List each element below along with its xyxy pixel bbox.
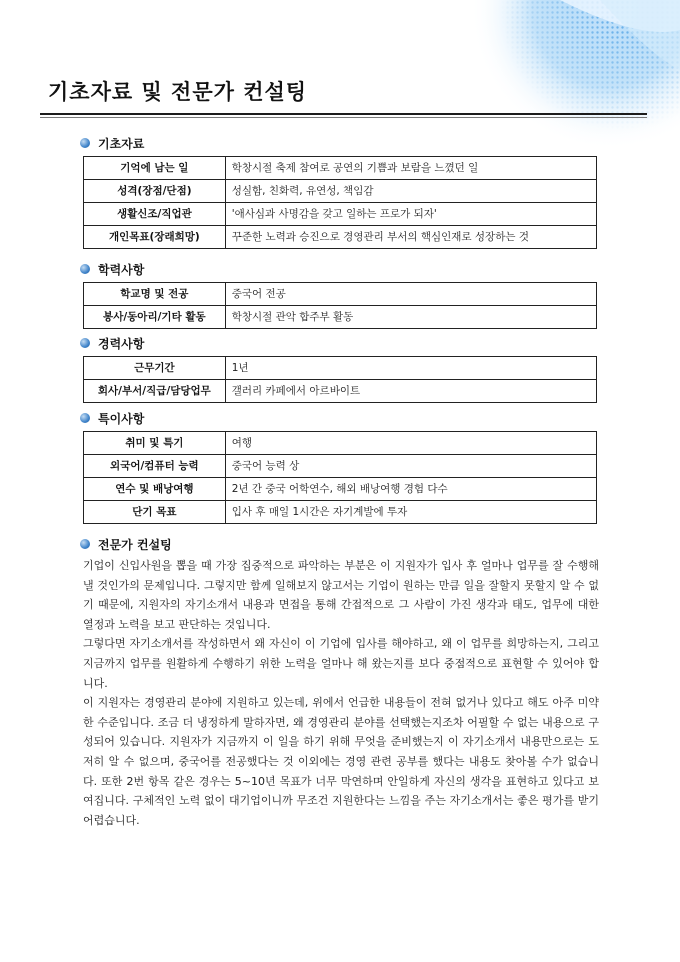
table-row bbox=[84, 157, 597, 180]
circle-bullet-icon bbox=[80, 539, 90, 549]
table-row bbox=[84, 180, 597, 203]
circle-bullet-icon bbox=[80, 138, 90, 148]
row-value: 입사 후 매일 1시간은 자기계발에 투자 bbox=[225, 501, 596, 524]
row-value: '애사심과 사명감을 갖고 일하는 프로가 되자' bbox=[225, 203, 596, 226]
section-career-heading bbox=[80, 334, 144, 352]
row-value: 여행 bbox=[225, 432, 596, 455]
row-label: 근무기간 bbox=[84, 357, 226, 380]
title-divider-thin bbox=[40, 117, 647, 118]
table-row bbox=[84, 283, 597, 306]
table-row bbox=[84, 501, 597, 524]
table-row bbox=[84, 455, 597, 478]
consulting-paragraph: 이 지원자는 경영관리 분야에 지원하고 있는데, 위에서 언급한 내용들이 전혀 없거나 있다고 해도 아주 미약한 수준입니다. 조금 더 냉정하게 말하자면, 왜 경영관리 분야를 선택했는지조차 어필할 수 없는 내용으로 구성되어 있습니다. 지원자가 지금까지 이 일을 하기 위해 무엇을 준비했는지 이 자기소개서 내용만으로는 도저히 알 수 없으며, 중국어를 전공했다는 것 이외에는 경영 관련 공부를 했다는 내용도 찾아볼 수가 없습니다. 또한 2번 항목 같은 경우는 5~10년 목표가 너무 막연하며 안일하게 자신의 생각을 표현하고 있다고 보여집니다. 구체적인 노력 없이 대기업이니까 무조건 지원한다는 느낌을 주는 자기소개서는 좋은 평가를 받기 어렵습니다. bbox=[83, 696, 599, 827]
basic-info-table bbox=[83, 156, 597, 249]
section-special-title: 특이사항 bbox=[98, 411, 145, 426]
table-row bbox=[84, 203, 597, 226]
row-label: 성격(장점/단점) bbox=[84, 180, 226, 203]
row-label: 단기 목표 bbox=[84, 501, 226, 524]
consulting-body bbox=[83, 556, 599, 830]
row-value: 성실함, 친화력, 유연성, 책임감 bbox=[225, 180, 596, 203]
title-divider bbox=[40, 113, 647, 115]
special-table bbox=[83, 431, 597, 524]
table-row bbox=[84, 432, 597, 455]
row-label: 학교명 및 전공 bbox=[84, 283, 226, 306]
row-value: 2년 간 중국 어학연수, 해외 배낭여행 경험 다수 bbox=[225, 478, 596, 501]
section-education-title: 학력사항 bbox=[98, 262, 145, 277]
page-title: 기초자료 및 전문가 컨설팅 bbox=[48, 80, 308, 104]
consulting-paragraph: 그렇다면 자기소개서를 작성하면서 왜 자신이 이 기업에 입사를 해야하고, 왜 이 업무를 희망하는지, 그리고 지금까지 업무를 원활하게 수행하기 위한 노력을 얼마나 해 왔는지를 보다 중점적으로 표현할 수 있어야 합니다. bbox=[83, 637, 599, 690]
row-label: 개인목표(장래희망) bbox=[84, 226, 226, 249]
circle-bullet-icon bbox=[80, 338, 90, 348]
circle-bullet-icon bbox=[80, 264, 90, 274]
row-value: 중국어 능력 상 bbox=[225, 455, 596, 478]
row-label: 회사/부서/직급/담당업무 bbox=[84, 380, 226, 403]
row-value: 1년 bbox=[225, 357, 596, 380]
section-career-title: 경력사항 bbox=[98, 336, 145, 351]
section-basic-title: 기초자료 bbox=[98, 136, 145, 151]
section-consulting-title: 전문가 컨설팅 bbox=[98, 537, 172, 552]
row-label: 봉사/동아리/기타 활동 bbox=[84, 306, 226, 329]
row-label: 기억에 남는 일 bbox=[84, 157, 226, 180]
table-row bbox=[84, 306, 597, 329]
section-special-heading bbox=[80, 409, 144, 427]
table-row bbox=[84, 478, 597, 501]
row-label: 생활신조/직업관 bbox=[84, 203, 226, 226]
table-row bbox=[84, 226, 597, 249]
row-value: 학창시절 관악 합주부 활동 bbox=[225, 306, 596, 329]
table-row bbox=[84, 357, 597, 380]
section-basic-heading bbox=[80, 134, 144, 152]
consulting-paragraph: 기업이 신입사원을 뽑을 때 가장 집중적으로 파악하는 부분은 이 지원자가 입사 후 얼마나 업무를 잘 수행해낼 것인가의 문제입니다. 그렇지만 함께 일해보지 않고서는 기업이 원하는 만큼 일을 잘할지 못할지 알 수 없기 때문에, 지원자의 자기소개서 내용과 면접을 통해 간접적으로 그 사람이 가진 생각과 태도, 업무에 대한 열정과 노력을 보고 판단하는 것입니다. bbox=[83, 559, 599, 631]
row-value: 갤러리 카페에서 아르바이트 bbox=[225, 380, 596, 403]
section-consulting-heading bbox=[80, 535, 172, 553]
row-label: 취미 및 특기 bbox=[84, 432, 226, 455]
section-education-heading bbox=[80, 260, 144, 278]
circle-bullet-icon bbox=[80, 413, 90, 423]
row-label: 연수 및 배낭여행 bbox=[84, 478, 226, 501]
career-table bbox=[83, 356, 597, 403]
row-value: 중국어 전공 bbox=[225, 283, 596, 306]
table-row bbox=[84, 380, 597, 403]
row-value: 학창시절 축제 참여로 공연의 기쁨과 보람을 느꼈던 일 bbox=[225, 157, 596, 180]
education-table bbox=[83, 282, 597, 329]
row-label: 외국어/컴퓨터 능력 bbox=[84, 455, 226, 478]
row-value: 꾸준한 노력과 승진으로 경영관리 부서의 핵심인재로 성장하는 것 bbox=[225, 226, 596, 249]
